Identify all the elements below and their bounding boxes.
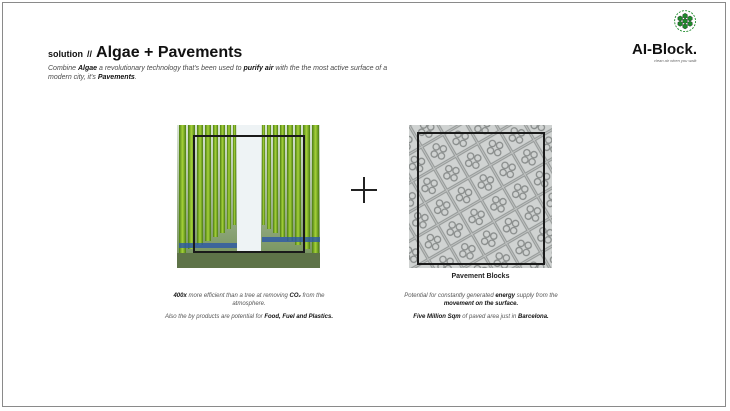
intro-text: Combine Algae a revolutionary technology that's been used to purify air with the the most active surface of a modern city, it's Pavements. [48,65,388,81]
photo-frame [193,135,305,253]
page-title: Algae + Pavements [96,44,243,61]
pavement-area-note: Five Million Sqm of paved area just in Barcelona. [413,314,549,320]
pavement-caption: Pavement Blocks [451,273,510,280]
title-row [48,44,242,62]
photo-frame [417,132,545,265]
logo-tagline: clean air when you walk [654,58,697,63]
algae-efficiency-note: 400x more efficient than a tree at removing CO₂ from the atmosphere. [173,293,325,307]
algae-photobioreactor-photo [177,125,320,268]
algae-byproducts-note: Also the by products are potential for Food, Fuel and Plastics. [164,314,334,320]
logo-name: AI-Block. [632,41,698,58]
kicker: solution [48,49,83,59]
slide [2,2,726,407]
plus-icon [351,177,377,203]
pavement-energy-note: Potential for constantly generated energy supply from the movement on the surface. [404,293,558,307]
hexagon-cluster-icon [626,10,718,44]
pavement-blocks-photo [409,125,552,268]
separator: // [87,49,93,59]
